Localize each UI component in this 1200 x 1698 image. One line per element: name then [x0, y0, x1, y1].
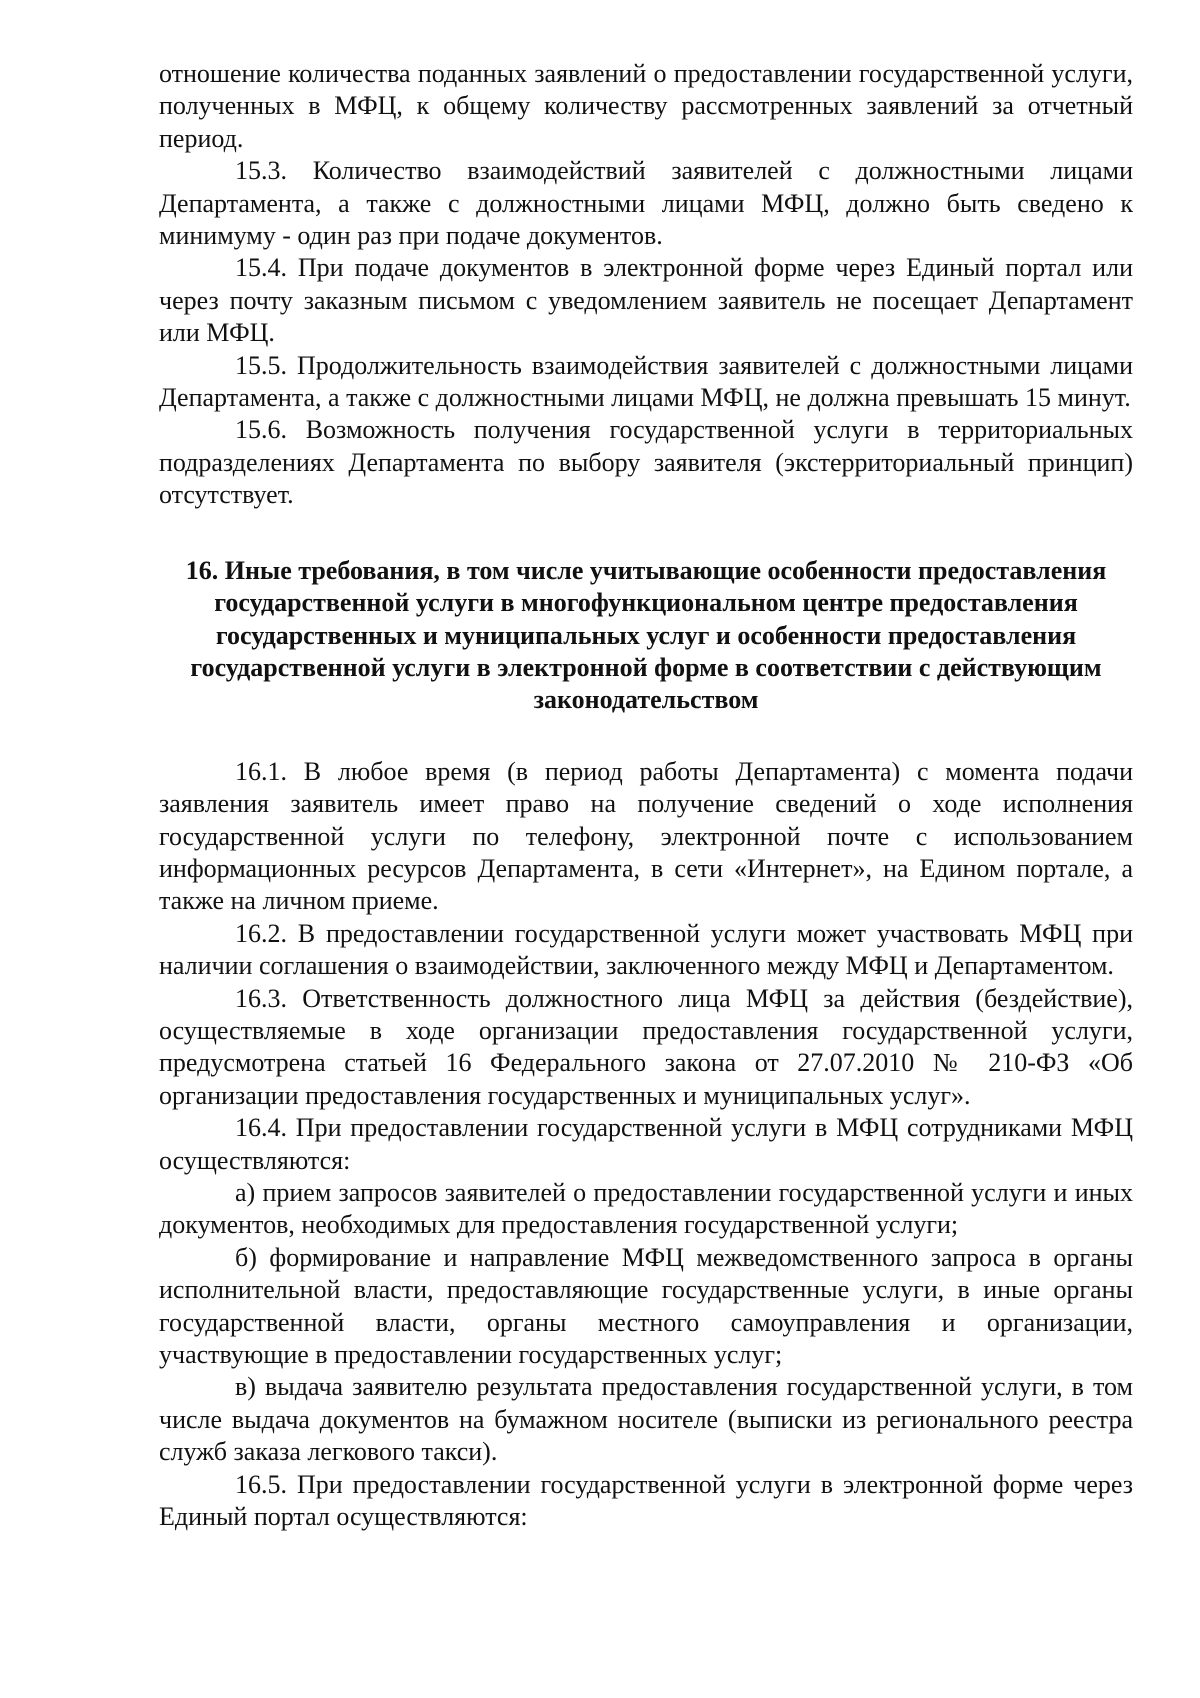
list-item-v: в) выдача заявителю результата предоставления государственной услуги, в том числе выдача документов на бумажном носителе (выписки из регионального реестра служб заказа легкового такси). — [159, 1372, 1133, 1467]
paragraph-16-4: 16.4. При предоставлении государственной услуги в МФЦ сотрудниками МФЦ осуществляются: — [159, 1113, 1133, 1175]
paragraph-15-5: 15.5. Продолжительность взаимодействия заявителей с должностными лицами Департамента, а также с должностными лицами МФЦ, не должна превышать 15 минут. — [159, 350, 1133, 413]
list-item-a: а) прием запросов заявителей о предоставлении государственной услуги и иных документов, необходимых для предоставления государственной услуги; — [159, 1178, 1133, 1240]
paragraph-16-2: 16.2. В предоставлении государственной услуги может участвовать МФЦ при наличии соглашения о взаимодействии, заключенного между МФЦ и Департаментом. — [159, 918, 1133, 981]
paragraph-16-1: 16.1. В любое время (в период работы Департамента) с момента подачи заявления заявитель имеет право на получение сведений о ходе исполнения государственной услуги по телефону, электронной почте с использованием информационных ресурсов Департамента, в сети «Интернет», на Едином портале, а также на личном приеме. — [159, 756, 1133, 916]
list-item-b: б) формирование и направление МФЦ межведомственного запроса в органы исполнительной власти, предоставляющие государственные услуги, в иные органы государственной власти, органы местного самоуправления и организации, участвующие в предоставлении государственных услуг; — [159, 1242, 1133, 1370]
paragraph-continuation: отношение количества поданных заявлений о предоставлении государственной услуги, полученных в МФЦ, к общему количеству рассмотренных заявлений за отчетный период. — [159, 59, 1133, 153]
paragraph-15-6: 15.6. Возможность получения государственной услуги в территориальных подразделениях Департамента по выбору заявителя (экстерриториальный принцип) отсутствует. — [159, 415, 1133, 510]
paragraph-16-3: 16.3. Ответственность должностного лица МФЦ за действия (бездействие), осуществляемые в ходе организации предоставления государственной услуги, предусмотрена статьей 16 Федерального закона от 27.07.2010 № 210-ФЗ «Об организации предоставления государственных и муниципальных услуг». — [159, 983, 1133, 1110]
paragraph-16-5: 16.5. При предоставлении государственной услуги в электронной форме через Единый портал осуществляются: — [159, 1469, 1133, 1532]
section-16-heading: 16. Иные требования, в том числе учитывающие особенности предоставления государственной услуги в многофункциональном центре предоставления государственных и муниципальных услуг и особенности предоставления государственной услуги в электронной форме в соответствии с действующим законодательством — [185, 555, 1107, 715]
paragraph-15-4: 15.4. При подаче документов в электронной форме через Единый портал или через почту заказным письмом с уведомлением заявитель не посещает Департамент или МФЦ. — [159, 253, 1133, 348]
paragraph-15-3: 15.3. Количество взаимодействий заявителей с должностными лицами Департамента, а также с должностными лицами МФЦ, должно быть сведено к минимуму - один раз при подаче документов. — [159, 156, 1133, 251]
document-page — [159, 58, 1133, 1533]
